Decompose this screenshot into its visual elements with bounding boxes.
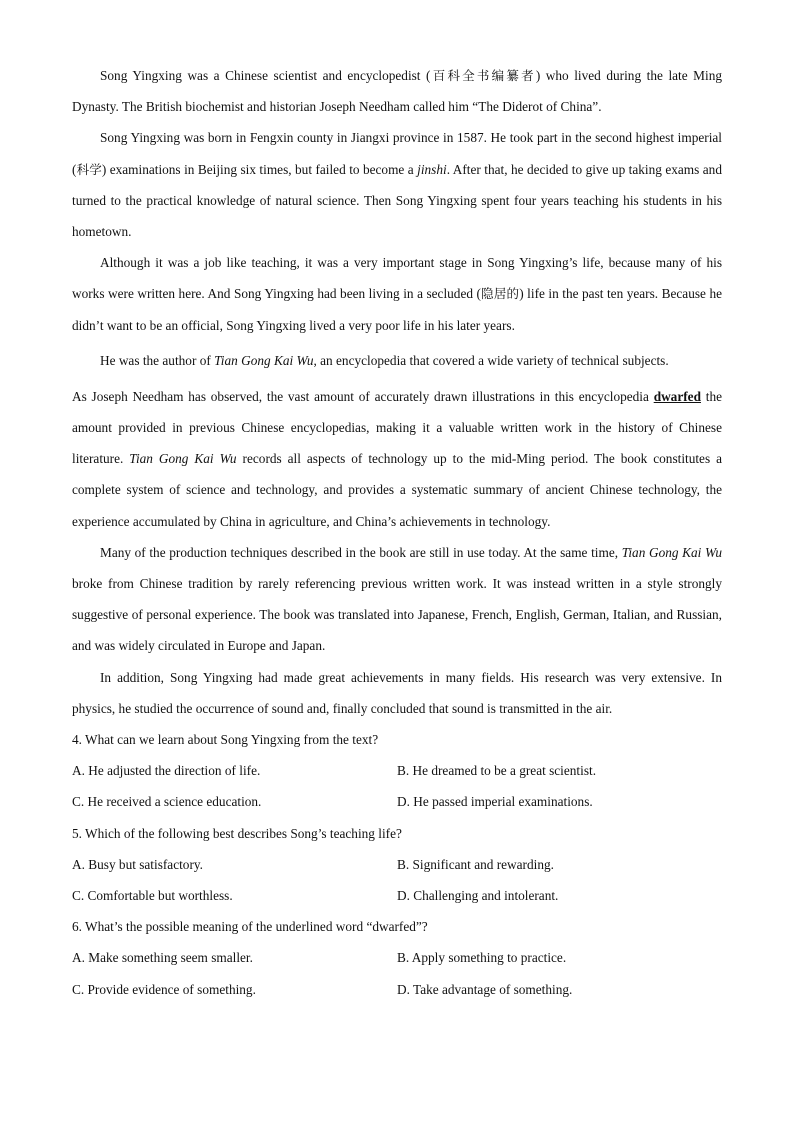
text-run: Although it was a job like teaching, it was a very important stage in Song Yingxing’s life, because many of his works were written here. And Song Yingxing had been living in a secluded ( bbox=[72, 255, 722, 302]
text-run: He was the author of bbox=[100, 352, 215, 368]
option-a[interactable]: A. Busy but satisfactory. bbox=[72, 856, 203, 872]
option-a[interactable]: A. Make something seem smaller. bbox=[72, 950, 253, 966]
question-stem: 4. What can we learn about Song Yingxing from the text? bbox=[72, 732, 379, 748]
text-run: Many of the production techniques described in the book are still in use today. At the same time, bbox=[100, 544, 622, 560]
paragraph-4 bbox=[72, 341, 722, 381]
option-c[interactable]: C. Provide evidence of something. bbox=[72, 981, 256, 997]
option-grid bbox=[72, 942, 722, 1004]
underlined-word-dwarfed: dwarfed bbox=[653, 388, 701, 404]
paragraph-7: In addition, Song Yingxing had made great achievements in many fields. His research was very extensive. In physics, he studied the occurrence of sound and, finally concluded that sound is transmitted in the air. bbox=[72, 669, 722, 716]
option-c[interactable]: C. Comfortable but worthless. bbox=[72, 888, 233, 904]
paragraph-1 bbox=[72, 60, 722, 122]
text-run: records all aspects of technology up to the mid-Ming period. The book constitutes a complete system of science and technology, and provides a systematic summary of ancient Chinese technology, the experience accumulated by China in agriculture, and China’s achievements in technology. bbox=[72, 451, 722, 529]
text-run: ) examinations in Beijing six times, but failed to become a bbox=[101, 161, 418, 177]
option-d[interactable]: D. Take advantage of something. bbox=[397, 981, 573, 997]
option-a[interactable]: A. He adjusted the direction of life. bbox=[72, 763, 261, 779]
italic-term: jinshi bbox=[417, 161, 447, 177]
book-title: Tian Gong Kai Wu bbox=[129, 451, 237, 467]
paragraph-2 bbox=[72, 122, 722, 247]
text-run: , an encyclopedia that covered a wide variety of technical subjects. bbox=[313, 352, 669, 368]
text-run: ) who lived during the late Ming Dynasty. The British biochemist and historian Joseph Needham called him “The Diderot of China”. bbox=[72, 68, 722, 115]
option-b[interactable]: B. He dreamed to be a great scientist. bbox=[397, 763, 597, 779]
chinese-gloss: 科学 bbox=[76, 161, 102, 177]
book-title: Tian Gong Kai Wu bbox=[214, 352, 314, 368]
text-run: broke from Chinese tradition by rarely referencing previous written work. It was instead written in a style strongly suggestive of personal experience. The book was translated into Japanese, French, English, German, Italian, and Russian, and was widely circulated in Europe and Japan. bbox=[72, 576, 722, 654]
text-run: ) life in the past ten years. Because he didn’t want to be an official, Song Yingxing lived a very poor life in his later years. bbox=[72, 286, 722, 333]
document-page bbox=[72, 60, 722, 1005]
chinese-gloss: 隐居的 bbox=[480, 286, 520, 302]
paragraph-6 bbox=[72, 537, 722, 662]
option-grid bbox=[72, 755, 722, 817]
option-grid bbox=[72, 849, 722, 911]
book-title: Tian Gong Kai Wu bbox=[621, 544, 722, 560]
chinese-gloss: 百科全书编纂者 bbox=[430, 68, 536, 83]
paragraph-5 bbox=[72, 381, 722, 537]
option-d[interactable]: D. Challenging and intolerant. bbox=[397, 888, 559, 904]
question-4 bbox=[72, 724, 722, 818]
question-6 bbox=[72, 911, 722, 1005]
text-run: . After that, he decided to give up taking exams and turned to the practical knowledge of natural science. Then Song Yingxing spent four years teaching his students in his hometown. bbox=[72, 161, 722, 240]
option-b[interactable]: B. Apply something to practice. bbox=[397, 950, 567, 966]
question-5 bbox=[72, 818, 722, 912]
option-b[interactable]: B. Significant and rewarding. bbox=[397, 856, 554, 872]
option-c[interactable]: C. He received a science education. bbox=[72, 794, 262, 810]
text-run: Song Yingxing was a Chinese scientist and encyclopedist ( bbox=[100, 68, 431, 83]
text-run: the amount provided in previous Chinese encyclopedias, making it a valuable written work in the history of Chinese literature. bbox=[72, 388, 722, 467]
text-run: Song Yingxing was born in Fengxin county in Jiangxi province in 1587. He took part in the second highest imperial ( bbox=[72, 130, 722, 177]
text-run: As Joseph Needham has observed, the vast amount of accurately drawn illustrations in this encyclopedia bbox=[72, 388, 654, 404]
paragraph-3 bbox=[72, 247, 722, 341]
question-stem: 5. Which of the following best describes Song’s teaching life? bbox=[72, 825, 402, 841]
question-stem: 6. What’s the possible meaning of the underlined word “dwarfed”? bbox=[72, 919, 428, 935]
option-d[interactable]: D. He passed imperial examinations. bbox=[397, 794, 593, 810]
